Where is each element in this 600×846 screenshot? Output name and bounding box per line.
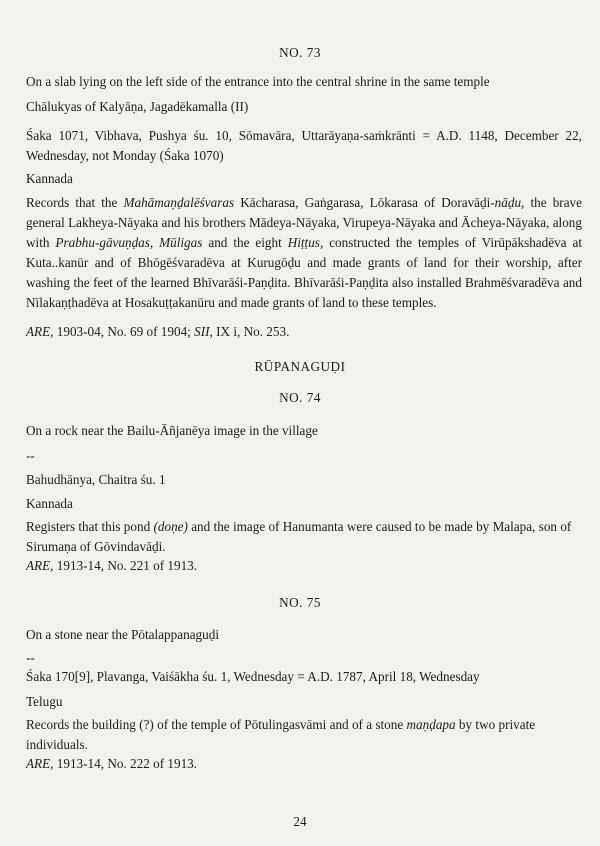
entry-73-dynasty: Chālukyas of Kalyāṇa, Jagadēkamalla (II): [26, 99, 249, 114]
entry-75-location: On a stone near the Pōtalappanaguḍi: [26, 627, 219, 642]
entry-73-language: Kannada: [26, 171, 73, 186]
entry-73-reference: ARE, 1903-04, No. 69 of 1904; SII, IX i, No. 253.: [26, 324, 290, 339]
entry-74-dash: --: [26, 448, 35, 463]
entry-74-language: Kannada: [26, 496, 73, 511]
entry-74-location: On a rock near the Bailu-Āñjanēya image in the village: [26, 423, 318, 438]
entry-74-reference: ARE, 1913-14, No. 221 of 1913.: [26, 558, 198, 573]
entry-75-reference: ARE, 1913-14, No. 222 of 1913.: [26, 756, 198, 771]
entry-74-record: Registers that this pond (doṇe) and the image of Hanumanta were caused to be made by Malapa, son of Sirumaṇa of Gōvindavāḍi.: [26, 519, 572, 554]
entry-73-date: Śaka 1071, Vibhava, Pushya śu. 10, Sōmavāra, Uttarāyaṇa-saṁkrānti = A.D. 1148, December 22, Wednesday, not Monday (Śaka 1070): [26, 128, 582, 163]
entry-75-record: Records the building (?) of the temple of Pōtulingasvāmi and of a stone maṇḍapa by two private individuals.: [26, 717, 536, 752]
entry-75-date: Śaka 170[9], Plavanga, Vaiśākha śu. 1, Wednesday = A.D. 1787, April 18, Wednesday: [26, 669, 480, 684]
entry-74-date: Bahudhānya, Chaitra śu. 1: [26, 472, 166, 487]
entry-75-dash: --: [26, 650, 35, 665]
entry-75-number: NO. 75: [279, 595, 321, 610]
entry-73-record: Records that the Mahāmaṇḍalēśvaras Kācharasa, Gaṅgarasa, Lōkarasa of Doravāḍi-nāḍu, the brave general Lakheya-Nāyaka and his brothers Mādeya-Nāyaka, Virupeya-Nāyaka and Ācheya-Nāyaka, along with Prabhu-gāvuṇḍas, Mūligas and the eight Hiṭṭus, constructed the temples of Virūpākshadēva at Kuta..kanūr and of Bhōgēśvaradēva at Kurugōḍu and made grants of land for their worship, after washing the feet of the learned Bhīvarāśi-Paṇḍita. Bhīvarāśi-Paṇḍita also installed Brahmēśvaradēva and Nīlakaṇṭhadēva at Hosakuṭṭakanūru and made grants of land to these temples.: [26, 195, 583, 310]
section-heading: RŪPANAGUḌI: [254, 359, 346, 374]
page-number: 24: [293, 814, 307, 829]
entry-74-number: NO. 74: [279, 390, 321, 405]
entry-73-location: On a slab lying on the left side of the entrance into the central shrine in the same temple: [26, 74, 490, 89]
entry-75-language: Telugu: [26, 694, 63, 709]
entry-73-number: NO. 73: [279, 45, 321, 60]
